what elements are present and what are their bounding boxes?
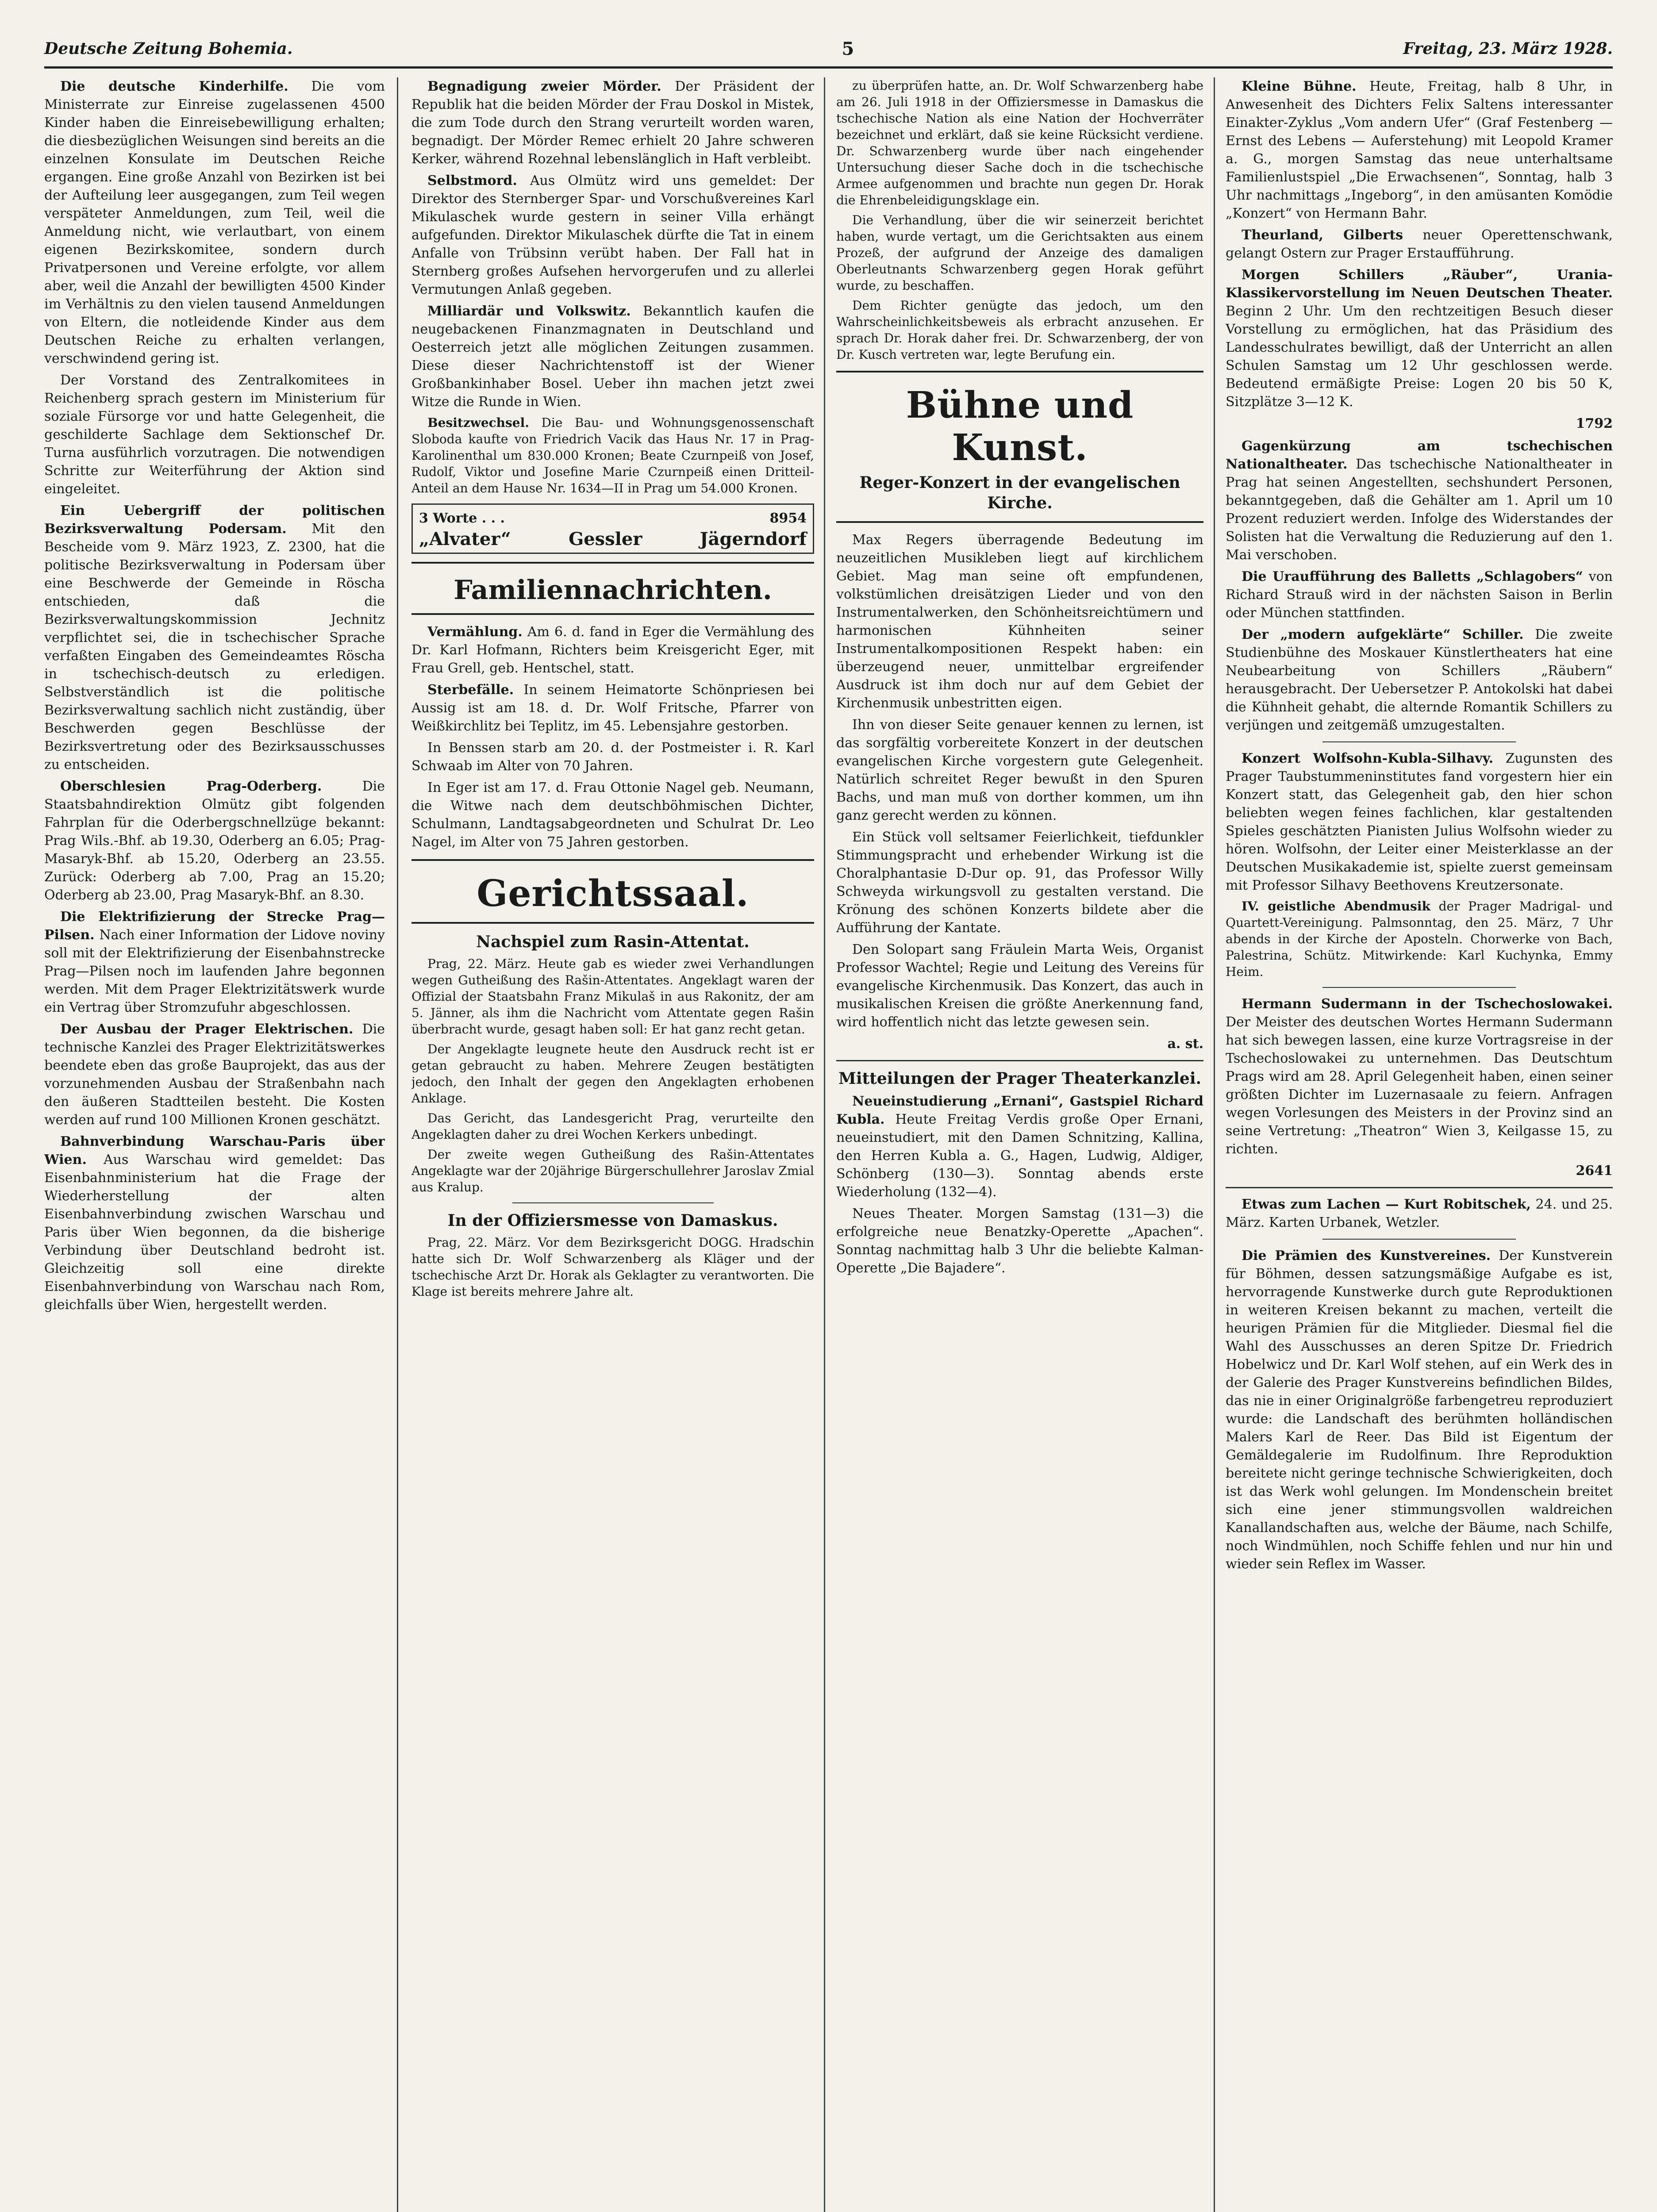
divider bbox=[836, 1060, 1203, 1061]
article-text: Neues Theater. Morgen Samstag (131—3) die erfolgreiche neue Benatzky-Operette „Apachen“. Sonntag nachmittag halb 3 Uhr die beliebte Kalman-Operette „Die Bajadere“. bbox=[836, 1206, 1203, 1276]
article-text: zu überprüfen hatte, an. Dr. Wolf Schwarzenberg habe am 26. Juli 1918 in der Offiziersmesse in Damaskus die tschechische Nation als eine Nation der Hochverräter bezeichnet und erklärt, daß sie keine Rücksicht verdiene. Dr. Schwarzenberg wurde über nach eingehender Untersuchung dieser Sache doch in die tschechische Armee aufgenommen und brachte nun gegen Dr. Horak die Ehrenbeleidigungsklage ein. bbox=[836, 78, 1203, 207]
column-rule bbox=[1214, 77, 1215, 2212]
article-headline: Der Ausbau der Prager Elektrischen. bbox=[60, 1022, 354, 1037]
article bbox=[1226, 1247, 1613, 1573]
article bbox=[44, 777, 385, 904]
article-text: Aus Warschau wird gemeldet: Das Eisenbahnministerium hat die Frage der Wiederherstellung der alten Eisenbahnverbindung zwischen Warschau und Paris über Wien begonnen, da die bisherige Verbindung über Deutschland bedroht ist. Gleichzeitig soll eine direkte Eisenbahnverbindung von Warschau nach Rom, gleichfalls über Wien, hergestellt werden. bbox=[44, 1152, 385, 1313]
ad-place: Jägerndorf bbox=[700, 529, 807, 549]
article-headline: Gagenkürzung am tschechischen Nationaltheater. bbox=[1226, 438, 1613, 472]
page-number: 5 bbox=[842, 38, 854, 59]
column-rule bbox=[824, 77, 825, 2212]
article-text: In Benssen starb am 20. d. der Postmeister i. R. Karl Schwaab im Alter von 70 Jahren. bbox=[411, 740, 814, 774]
divider bbox=[512, 1202, 714, 1203]
article-headline: Selbstmord. bbox=[427, 173, 517, 188]
article-headline: Ein Uebergriff der politischen Bezirksverwaltung Podersam. bbox=[44, 503, 385, 537]
article-text: neuer Operettenschwank, gelangt Ostern zur Prager Erstaufführung. bbox=[1226, 227, 1613, 261]
author-signature: a. st. bbox=[1167, 1036, 1203, 1052]
article-text: Die technische Kanzlei des Prager Elektrizitätswerkes beendete eben das große Bauprojekt, das aus der vorzunehmenden Ausbau der Straßenbahn nach den äußeren Stadtteilen besteht. Die Kosten werden auf rund 100 Millionen Kronen geschätzt. bbox=[44, 1022, 385, 1128]
article-text: Dem Richter genügte das jedoch, um den Wahrscheinlichkeitsbeweis als erbracht anzusehen. Er sprach Dr. Horak daher frei. Dr. Schwarzenberg, der von Dr. Kusch vertreten war, legte Berufung ein. bbox=[836, 298, 1203, 362]
article bbox=[411, 415, 814, 496]
article-text: Heute, Freitag, halb 8 Uhr, in Anwesenheit des Dichters Felix Saltens interessanter Einakter-Zyklus „Vom andern Ufer“ (Graf Festenberg — Ernst des Lebens — Auferstehung) mit Leopold Kramer a. G., morgen Samstag das neue unterhaltsame Familienlustspiel „Die Erwachsenen“, Sonntag, halb 3 Uhr nachmittags „Ingeborg“, in den amüsanten Komödie „Konzert“ von Hermann Bahr. bbox=[1226, 79, 1613, 221]
divider bbox=[1323, 987, 1516, 988]
article-text: Der Vorstand des Zentralkomitees in Reichenberg sprach gestern im Ministerium für soziale Fürsorge vor und hatte Gelegenheit, die geschilderte Sachlage dem Sektionschef Dr. Turna ausführlich vorzutragen. Die notwendigen Schritte zur Weiterführung der Aktion sind eingeleitet. bbox=[44, 373, 385, 497]
article-headline: Sterbefälle. bbox=[427, 682, 514, 698]
article-text: Das tschechische Nationaltheater in Prag hat seinen Angestellten, sechshundert Personen, bekanntgegeben, daß die Gehälter am 1. April um 10 Prozent reduziert werden. Infolge des Widerstandes der Solisten hat die Verwaltung die Reduzierung auf den 1. Mai verschoben. bbox=[1226, 457, 1613, 563]
article-title: In der Offiziersmesse von Damaskus. bbox=[447, 1211, 778, 1230]
article-headline: Begnadigung zweier Mörder. bbox=[427, 79, 661, 94]
article-text: Den Solopart sang Fräulein Marta Weis, Organist Professor Wachtel; Regie und Leitung des Vereins für evangelische Kirchenmusik. Das Konzert, das auch in musikalischen Kreisen die größte Anerkennung fand, wird hoffentlich nicht das letzte gewesen sein. bbox=[836, 942, 1203, 1030]
ad-name: Gessler bbox=[569, 529, 642, 549]
article-headline: Konzert Wolfsohn-Kubla-Silhavy. bbox=[1242, 751, 1494, 766]
ad-number: 1792 bbox=[1576, 416, 1613, 431]
ad-number: 8954 bbox=[769, 511, 807, 526]
article-text: Mit den Bescheide vom 9. März 1923, Z. 2300, hat die politische Bezirksverwaltung in Podersam über eine Beschwerde der Gemeinde in Röscha entschieden, daß die Bezirksverwaltungskommission Jechnitz verpflichtet sei, die in tschechischer Sprache verfaßten Eingaben des Gemeindeamtes Röscha in tschechisch-deutsch zu erledigen. Selbstverständlich ist die politische Bezirksverwaltung sachlich nicht zuständig, über Beschwerden gegen Beschlüsse der Bezirksvertretung oder des Bezirksausschusses zu entscheiden. bbox=[44, 521, 385, 772]
ad-title bbox=[419, 530, 807, 548]
paper-title: Deutsche Zeitung Bohemia. bbox=[44, 39, 293, 58]
article-text: Bekanntlich kaufen die neugebackenen Finanzmagnaten in Deutschland und Oesterreich jetzt alle möglichen Zeitungen zusammen. Diese dieser Nachrichtenstoff ist der Wiener Großbankinhaber Bosel. Ueber ihn machen jetzt zwei Witze die Runde in Wien. bbox=[411, 303, 814, 410]
article-text: Zugunsten des Prager Taubstummeninstitutes fand vorgestern hier ein Konzert statt, das Gelegenheit gab, den hier schon beliebten wegen feines fachlichen, klar gestaltenden Spieles geschätzten Pianisten Julius Wolfsohn wieder zu hören. Wolfsohn, der Leiter einer Meisterklasse an der Deutschen Musikakademie ist, spielte zuerst gemeinsam mit Professor Silhavy Beethovens Kreutzersonate. bbox=[1226, 751, 1613, 893]
article bbox=[44, 1133, 385, 1314]
divider bbox=[1323, 1239, 1516, 1240]
article-text: Die Verhandlung, über die wir seinerzeit berichtet haben, wurde vertagt, um die Gerichtsakten aus einem Prozeß, der aufgrund der Anzeige des damaligen Oberleutnants Schwarzenberg gegen Horak geführt wurde, zu beschaffen. bbox=[836, 213, 1203, 293]
article-headline: Kleine Bühne. bbox=[1242, 79, 1357, 94]
article-headline: Besitzwechsel. bbox=[427, 415, 530, 430]
article-headline: Morgen Schillers „Räuber“, Urania-Klassikervorstellung im Neuen Deutschen Theater. bbox=[1226, 267, 1613, 301]
article-text: 24. und 25. März. Karten Urbanek, Wetzler. bbox=[1226, 1197, 1613, 1230]
ad-header bbox=[419, 509, 807, 527]
article-text: Nach einer Information der Lidove noviny soll mit der Elektrifizierung der Eisenbahnstrecke Prag—Pilsen noch im laufenden Jahre begonnen werden. Mit dem Prager Elektrizitätswerk wurde ein Vertrag über Stromzufuhr abgeschlossen. bbox=[44, 927, 385, 1015]
article-text: Prag, 22. März. Heute gab es wieder zwei Verhandlungen wegen Gutheißung des Rašin-Attentates. Angeklagt waren der Offizial der Staatsbahn Franz Mikulaš in aus Rakonitz, der am 5. Jänner, als ihm die Nachricht vom Attentate gegen Rašin überbracht wurde, gesagt haben soll: Er hat ganz recht getan. bbox=[411, 956, 814, 1037]
article bbox=[1226, 1195, 1613, 1232]
article-text: Max Regers überragende Bedeutung im neuzeitlichen Musikleben liegt auf kirchlichem Gebiet. Mag man seine oft empfundenen, volkstümlichen dreisätzigen Lieder und von den Instrumentalwerken, den Schönheitsreichtümern und harmonischen Kühnheiten seiner Instrumentalkompositionen Respekt haben: ein überzeugend neuer, unmittelbar ergreifender Ausdruck ist ihm doch nur auf dem Gebiet der Kirchenmusik unbestritten eigen. bbox=[836, 532, 1203, 711]
article-text: Aus Olmütz wird uns gemeldet: Der Direktor des Sternberger Spar- und Vorschußvereines Karl Mikulaschek wurde gestern in seiner Villa erhängt aufgefunden. Direktor Mikulaschek dürfte die Tat in einem Anfalle von Trübsinn verübt haben. Der Fall hat in Sternberg großes Aufsehen hervorgerufen und zu allerlei Vermutungen Anlaß gegeben. bbox=[411, 173, 814, 297]
article bbox=[1226, 995, 1613, 1158]
article bbox=[1226, 898, 1613, 980]
divider bbox=[1226, 1187, 1613, 1188]
article bbox=[411, 681, 814, 735]
article-headline: Vermählung. bbox=[427, 624, 523, 640]
article bbox=[1226, 77, 1613, 223]
article bbox=[1226, 568, 1613, 622]
advertisement bbox=[411, 503, 814, 554]
column-rule bbox=[397, 77, 398, 2212]
column-3 bbox=[836, 77, 1203, 2212]
article-headline: Bahnverbindung Warschau-Paris über Wien. bbox=[44, 1134, 385, 1167]
article bbox=[1226, 266, 1613, 411]
article-text: Ihn von dieser Seite genauer kennen zu lernen, ist das sorgfältig vorbereitete Konzert in der deutschen evangelischen Kirche vorgestern gute Gelegenheit. Natürlich schreitet Reger bewußt in den Spuren Bachs, und man muß von dorther kommen, um ihn ganz gerecht werden zu können. bbox=[836, 717, 1203, 823]
masthead bbox=[44, 31, 1613, 69]
article-text: In seinem Heimatorte Schönpriesen bei Aussig ist am 18. d. Dr. Wolf Fritsche, Pfarrer von Weißkirchlitz bei Teplitz, im 45. Lebensjahre gestorben. bbox=[411, 682, 814, 734]
article-text: In Eger ist am 17. d. Frau Ottonie Nagel geb. Neumann, die Witwe nach dem deutschböhmischen Dichter, Schulmann, Landtagsabgeordneten und Schulrat Dr. Leo Nagel, im Alter von 75 Jahren gestorben. bbox=[411, 780, 814, 850]
article-text: Die zweite Studienbühne des Moskauer Künstlertheaters hat eine Neubearbeitung von Schillers „Räubern“ herausgebracht. Der Uebersetzer P. Antokolski hat dabei die Kühnheit gehabt, die alternde Romantik Schillers zu verjüngen und zeitgemäß umzugestalten. bbox=[1226, 627, 1613, 733]
section-header-box bbox=[836, 371, 1203, 523]
article-text: Ein Stück voll seltsamer Feierlichkeit, tiefdunkler Stimmungspracht und erhebender Wirkung ist die Choralphantasie D-Dur op. 91, das Professor Willy Schweyda wirkungsvoll zu gestalten verstand. Die Krönung des schönen Konzerts bildete aber die Aufführung der Kantate. bbox=[836, 830, 1203, 936]
article-text: Das Gericht, das Landesgericht Prag, verurteilte den Angeklagten daher zu drei Wochen Kerkers unbedingt. bbox=[411, 1111, 814, 1142]
article-headline: Die Uraufführung des Balletts „Schlagobers“ bbox=[1242, 569, 1583, 584]
section-heading: Mitteilungen der Prager Theaterkanzlei. bbox=[838, 1069, 1202, 1088]
article-text: Der Angeklagte leugnete heute den Ausdruck recht ist er getan gebraucht zu haben. Mehrere Zeugen bestätigten jedoch, den Inhalt der gegen den Angeklagten erhobenen Anklage. bbox=[411, 1042, 814, 1106]
article bbox=[411, 172, 814, 299]
article-title: Reger-Konzert in der evangelischen Kirche. bbox=[859, 473, 1180, 512]
article-text: Der zweite wegen Gutheißung des Rašin-Attentates Angeklagte war der 20jährige Bürgerschullehrer Jaroslav Zmial aus Kralup. bbox=[411, 1147, 814, 1194]
article bbox=[1226, 749, 1613, 895]
issue-date: Freitag, 23. März 1928. bbox=[1403, 39, 1613, 58]
article bbox=[411, 623, 814, 677]
article-text: Die Staatsbahndirektion Olmütz gibt folgenden Fahrplan für die Oderbergschnellzüge bekannt: Prag Wils.-Bhf. ab 19.30, Oderberg an 6.05; Prag-Masaryk-Bhf. ab 15.20, Oderberg an 23.55. Zurück: Oderberg ab 7.00, Prag an 15.20; Oderberg ab 23.00, Prag Masaryk-Bhf. an 8.30. bbox=[44, 779, 385, 903]
article-headline: IV. geistliche Abendmusik bbox=[1242, 899, 1430, 914]
article-title: Nachspiel zum Rasin-Attentat. bbox=[476, 933, 750, 951]
section-heading: Bühne und Kunst. bbox=[906, 384, 1134, 469]
article-headline: Etwas zum Lachen — Kurt Robitschek, bbox=[1242, 1197, 1531, 1212]
article-text: der Prager Madrigal- und Quartett-Vereinigung. Palmsonntag, den 25. März, 7 Uhr abends in der Kirche der Aposteln. Chorwerke von Bach, Palestrina, Schütz. Mitwirkende: Karl Kuchynka, Emmy Heim. bbox=[1226, 899, 1613, 979]
article bbox=[44, 908, 385, 1017]
ad-text: 3 Worte . . . bbox=[419, 511, 505, 526]
article bbox=[1226, 437, 1613, 564]
section-header-box bbox=[411, 562, 814, 615]
column-4 bbox=[1226, 77, 1613, 2212]
article bbox=[44, 77, 385, 368]
section-header-box bbox=[411, 859, 814, 924]
article-text: Heute Freitag Verdis große Oper Ernani, neueinstudiert, mit den Damen Schnitzing, Kallina, den Herren Kubla a. G., Hagen, Ludwig, Aldiger, Schönberg (130—3). Sonntag abends erste Wiederholung (132—4). bbox=[836, 1112, 1203, 1200]
article-text: Beginn 2 Uhr. Um den rechtzeitigen Besuch dieser Vorstellung zu ermöglichen, hat das Präsidium des Landesschulrates bewilligt, daß der Unterricht an allen Schulen Samstag um 12 Uhr geschlossen werde. Bedeutend ermäßigte Preise: Logen 20 bis 50 K, Sitzplätze 3—12 K. bbox=[1226, 303, 1613, 410]
article bbox=[1226, 626, 1613, 734]
article bbox=[836, 1092, 1203, 1201]
section-heading: Familiennachrichten. bbox=[454, 575, 772, 606]
article-text: Die vom Ministerrate zur Einreise zugelassenen 4500 Kinder haben die Einreisebewilligung erhalten; die diesbezüglichen Weisungen sind bereits an die einzelnen Konsulate im Deutschen Reiche ergangen. Eine große Anzahl von Bezirken ist bei der Aufteilung leer ausgegangen, zum Teil wegen verspäteter Anmeldungen, zum Teil, weil die Anmeldung nicht, wie verlautbart, von einem eigenen Bezirkskomitee, sondern durch Privatpersonen und Vereine erfolgte, vor allem aber, weil die Anzahl der bewilligten 4500 Kinder im Verhältnis zu den vielen tausend Anmeldungen von Eltern, die notleidende Kinder aus dem Deutschen Reiche zu erhalten verlangen, verschwindend gering ist. bbox=[44, 79, 385, 366]
section-heading: Gerichtssaal. bbox=[477, 872, 749, 915]
article-headline: Milliardär und Volkswitz. bbox=[427, 303, 631, 319]
article-headline: Oberschlesien Prag-Oderberg. bbox=[60, 779, 322, 794]
column-2 bbox=[411, 77, 814, 2212]
article bbox=[1226, 226, 1613, 262]
ad-brand: „Alvater“ bbox=[419, 529, 511, 549]
article-headline: Hermann Sudermann in der Tschechoslowakei. bbox=[1242, 996, 1613, 1012]
column-1 bbox=[44, 77, 385, 2212]
article-text: Am 6. d. fand in Eger die Vermählung des Dr. Karl Hofmann, Richters beim Kreisgericht Eger, mit Frau Grell, geb. Hentschel, statt. bbox=[411, 624, 814, 676]
article bbox=[411, 302, 814, 411]
article-headline: Die deutsche Kinderhilfe. bbox=[60, 79, 288, 94]
article-text: von Richard Strauß wird in der nächsten Saison in Berlin oder München stattfinden. bbox=[1226, 569, 1613, 621]
article-text: Der Meister des deutschen Wortes Hermann Sudermann hat sich bewegen lassen, eine kurze Vortragsreise in der Tschechoslowakei zu unternehmen. Das Deutschtum Prags wird am 28. April Gelegenheit haben, einen seiner größten Dichter im Luzernasaale zu feiern. Anfragen wegen Vorlesungen des Meisters in der Provinz sind an seine Vertretung: „Theatron“ Wien 3, Keilgasse 15, zu richten. bbox=[1226, 1014, 1613, 1157]
ad-number: 2641 bbox=[1576, 1163, 1613, 1179]
article-text: Der Kunstverein für Böhmen, dessen satzungsmäßige Aufgabe es ist, hervorragende Kunstwerke durch gute Reproduktionen in weiteren Kreisen bekannt zu machen, verteilt die heurigen Prämien für die Mitglieder. Diesmal fiel die Wahl des Ausschusses an deren Spitze Dr. Friedrich Hobelwicz und Dr. Karl Wolf stehen, auf ein Werk des in der Galerie des Prager Kunstvereins befindlichen Bildes, das nie in einer Originalgröße farbengetreu reproduziert wurde: die Landschaft des berühmten holländischen Malers Karl de Reer. Das Bild ist Eigentum der Gemäldegalerie im Rudolfinum. Ihre Reproduktion bereitete nicht geringe technische Schwierigkeiten, doch ist das Werk wohl gelungen. Im Mondenschein breitet sich eine jener stimmungsvollen waldreichen Kanallandschaften aus, welche der Bäume, nach Schilfe, noch Windmühlen, noch Schiffe fehlen und nur hin und wieder sein Reflex im Wasser. bbox=[1226, 1248, 1613, 1572]
article-text: Prag, 22. März. Vor dem Bezirksgericht DOGG. Hradschin hatte sich Dr. Wolf Schwarzenberg als Kläger und der tschechische Arzt Dr. Horak als Geklagter zu verantworten. Die Klage ist bereits mehrere Jahre alt. bbox=[411, 1235, 814, 1299]
article-headline: Der „modern aufgeklärte“ Schiller. bbox=[1242, 627, 1524, 642]
article bbox=[411, 77, 814, 168]
article-text: Der Präsident der Republik hat die beiden Mörder der Frau Doskol in Mistek, die zum Tode durch den Strang verurteilt worden waren, begnadigt. Der Mörder Remec erhielt 20 Jahre schweren Kerker, während Rozehnal lebenslänglich in Haft verbleibt. bbox=[411, 79, 814, 167]
divider bbox=[1323, 741, 1516, 742]
article bbox=[44, 1020, 385, 1129]
article-headline: Die Prämien des Kunstvereines. bbox=[1242, 1248, 1491, 1263]
article-text: Die Bau- und Wohnungsgenossenschaft Sloboda kaufte von Friedrich Vacik das Haus Nr. 17 in Prag-Karolinenthal um 830.000 Kronen; Beate Czurnpeiß von Josef, Rudolf, Viktor und Josefine Marie Czurnpeiß einen Dritteil-Anteil an dem Hause Nr. 1634—II in Prag um 54.000 Kronen. bbox=[411, 415, 814, 495]
article bbox=[44, 502, 385, 774]
article-headline: Theurland, Gilberts bbox=[1242, 227, 1403, 243]
article-headline: Neueinstudierung „Ernani“, Gastspiel Richard Kubla. bbox=[836, 1094, 1203, 1127]
article-headline: Die Elektrifizierung der Strecke Prag—Pilsen. bbox=[44, 909, 385, 943]
